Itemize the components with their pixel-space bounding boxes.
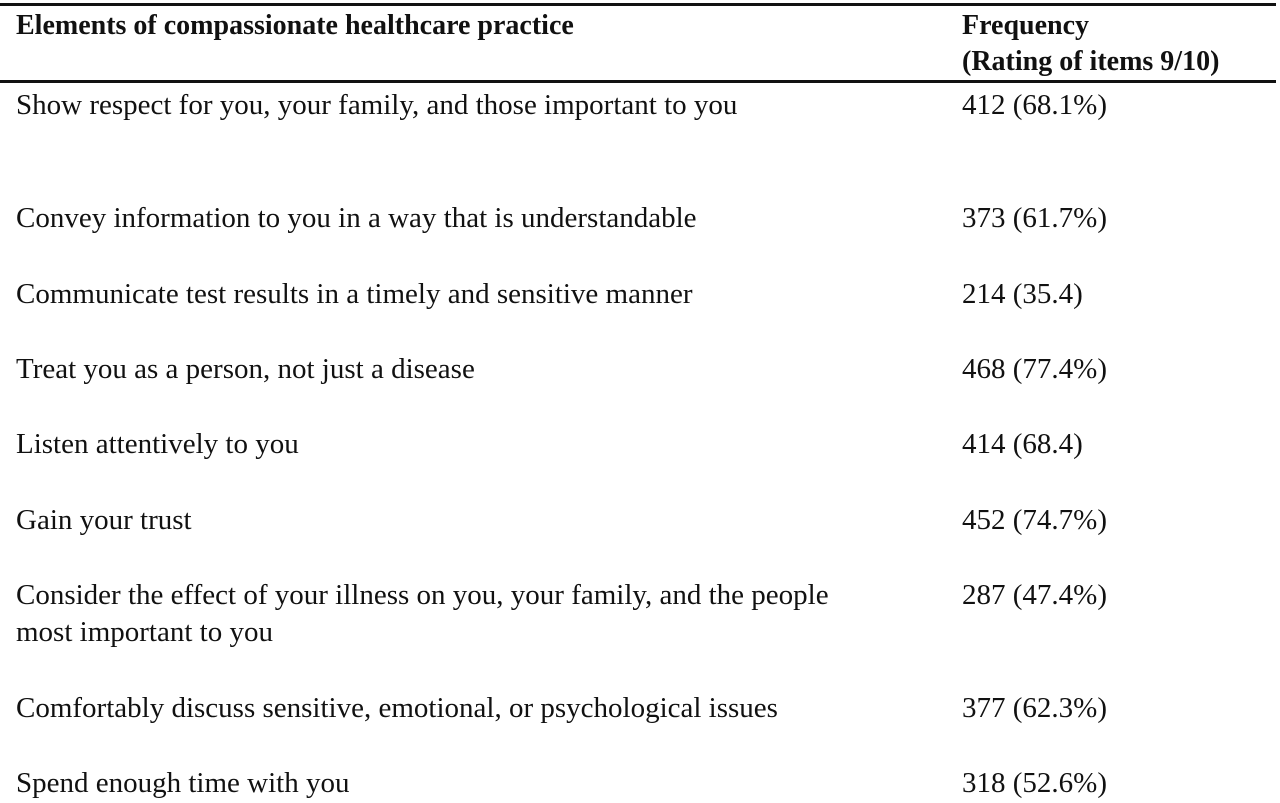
column-header-element: Elements of compassionate healthcare practice — [16, 10, 574, 41]
row-element-label: Treat you as a person, not just a disease — [16, 353, 475, 385]
table-header-rule — [0, 80, 1276, 83]
row-element-label: Convey information to you in a way that is understandable — [16, 202, 697, 234]
row-frequency-value: 468 (77.4%) — [962, 353, 1107, 385]
column-header-frequency-subtitle: (Rating of items 9/10) — [962, 46, 1220, 77]
row-element-label-continued: most important to you — [16, 616, 273, 648]
row-element-label: Consider the effect of your illness on you, your family, and the people — [16, 579, 829, 611]
row-frequency-value: 414 (68.4) — [962, 428, 1083, 460]
row-frequency-value: 318 (52.6%) — [962, 767, 1107, 799]
row-element-label: Listen attentively to you — [16, 428, 299, 460]
row-frequency-value: 287 (47.4%) — [962, 579, 1107, 611]
column-header-frequency: Frequency — [962, 10, 1090, 41]
row-frequency-value: 214 (35.4) — [962, 278, 1083, 310]
table-top-rule — [0, 3, 1276, 6]
row-element-label: Comfortably discuss sensitive, emotional, or psychological issues — [16, 692, 778, 724]
row-element-label: Gain your trust — [16, 504, 192, 536]
row-element-label: Communicate test results in a timely and sensitive manner — [16, 278, 693, 310]
row-frequency-value: 377 (62.3%) — [962, 692, 1107, 724]
row-element-label: Show respect for you, your family, and those important to you — [16, 89, 738, 121]
row-frequency-value: 373 (61.7%) — [962, 202, 1107, 234]
row-element-label: Spend enough time with you — [16, 767, 350, 799]
row-frequency-value: 412 (68.1%) — [962, 89, 1107, 121]
row-frequency-value: 452 (74.7%) — [962, 504, 1107, 536]
